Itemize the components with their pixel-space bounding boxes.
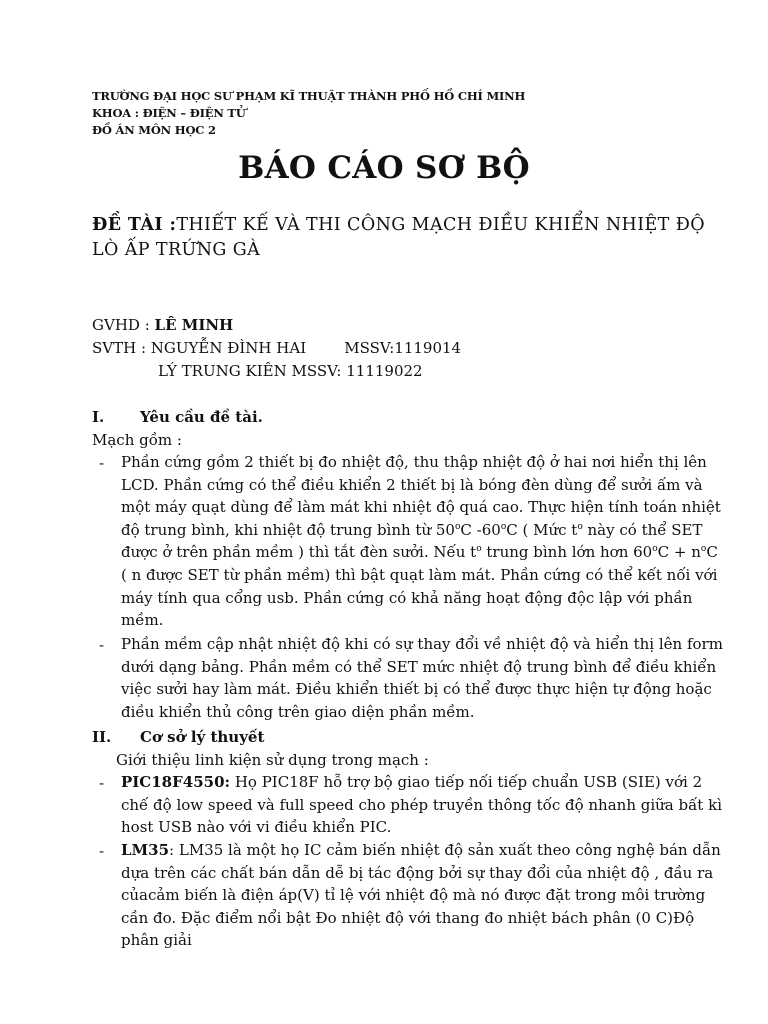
supervisor-line [92,316,233,334]
student-line-2: LÝ TRUNG KIÊN MSSV: 11119022 [158,362,423,380]
section-1-title: Yêu cầu đề tài. [140,408,263,426]
component-name-pic: PIC18F4550: [121,773,231,791]
topic-label: ĐỀ TÀI : [92,215,177,235]
section-2-heading [92,728,264,746]
faculty-name: KHOA : ĐIỆN – ĐIỆN TỬ [92,106,246,120]
section-1-bullet-1: Phần cứng gồm 2 thiết bị đo nhiệt độ, thu thập nhiệt độ ở hai nơi hiển thị lên LCD. Phần cứng có thể điều khiển 2 thiết bị là bóng đèn dùng để sưởi ấm và một máy quạt dùng để làm mát khi nhiệt độ quá cao. Thực hiện tính toán nhiệt độ trung bình, khi nhiệt độ trung bình từ 50$^o$C -60$^o$C ( Mức $t^o$ này có thể SET được ở trên phần mềm ) thì tắt đèn sưởi. Nếu $t^o$ trung bình lớn hơn $60^oC + n^oC$ ( n được SET từ phần mềm) thì bật quạt làm mát. Phần cứng có thể kết nối với máy tính qua cổng usb. Phần cứng có khả năng hoạt động độc lập với phần mềm. [121,453,721,630]
component-name-lm35: LM35 [121,841,170,859]
section-2-number: II. [92,728,112,746]
section-1-bullet-2: Phần mềm cập nhật nhiệt độ khi có sự thay đổi về nhiệt độ và hiển thị lên form dưới dạng bảng. Phần mềm có thể SET mức nhiệt độ trung bình để điều khiển việc sưởi hay làm mát. Điều khiển thiết bị có thể được thực hiện tự động hoặc điều khiển thủ công trên giao diện phần mềm. [121,635,723,721]
bullet-dash: - [99,636,105,654]
supervisor-name: LÊ MINH [154,316,234,334]
section-1-intro: Mạch gồm : [92,431,182,449]
section-2-bullet-2: LM35: LM35 là một họ IC cảm biến nhiệt độ sản xuất theo công nghệ bán dẫn dựa trên các chất bán dẫn dễ bị tác động bởi sự thay đổi của nhiệt độ , đầu ra củacảm biến là điện áp(V) tỉ lệ với nhiệt độ mà nó được đặt trong môi trường cần đo. Đặc điểm nổi bật Đo nhiệt độ với thang đo nhiệt bách phân (0 C)Độ phân giải [121,841,721,950]
bullet-dash: - [99,454,105,472]
supervisor-label: GVHD : [92,316,155,334]
section-1-number: I. [92,408,105,426]
project-name: ĐỒ ÁN MÔN HỌC 2 [92,123,216,137]
topic-text: THIẾT KẾ VÀ THI CÔNG MẠCH ĐIỀU KHIỂN NHIỆT ĐỘ LÒ ẤP TRỨNG GÀ [92,215,705,260]
section-1-heading [92,408,263,426]
section-2-bullet-1: PIC18F4550: Họ PIC18F hỗ trợ bộ giao tiếp nối tiếp chuẩn USB (SIE) với 2 chế độ low speed và full speed cho phép truyền thông tốc độ nhanh giữa bất kì host USB nào với vi điều khiển PIC. [121,773,722,837]
bullet-dash: - [99,774,105,792]
page-title: BÁO CÁO SƠ BỘ [238,150,530,186]
bullet-dash: - [99,842,105,860]
section-2-title: Cơ sở lý thuyết [140,728,265,746]
student-line-1: SVTH : NGUYỄN ĐÌNH HAI MSSV:1119014 [92,339,462,357]
section-2-intro: Giới thiệu linh kiện sử dụng trong mạch : [116,751,429,769]
topic [92,213,732,263]
university-name: TRƯỜNG ĐẠI HỌC SƯ PHẠM KĨ THUẬT THÀNH PHỐ HỒ CHÍ MINH [92,89,526,103]
